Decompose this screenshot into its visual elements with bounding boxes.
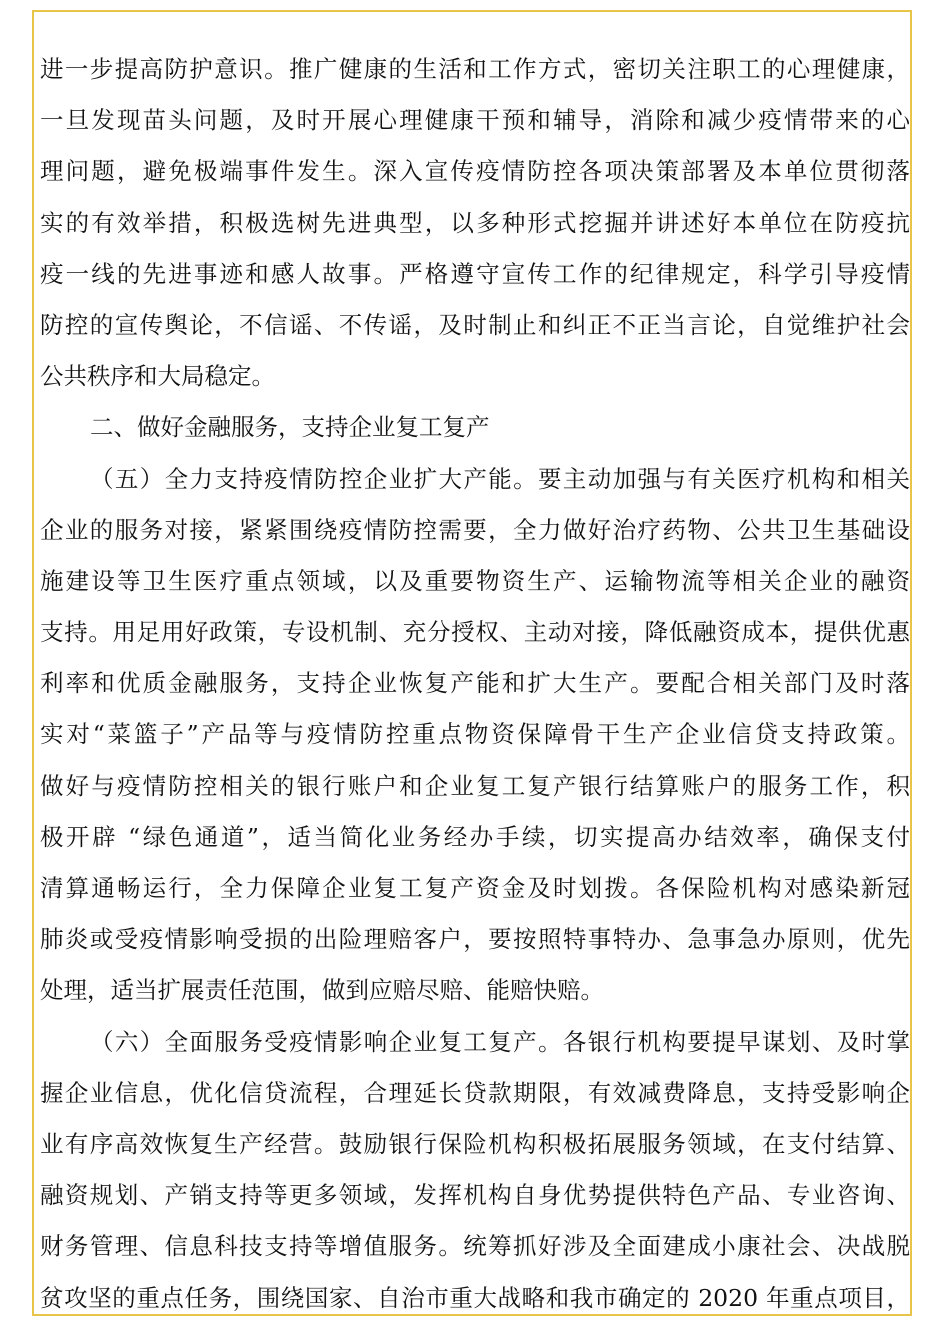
text-line: 施建设等卫生医疗重点领域，以及重要物资生产、运输物流等相关企业的融资 — [40, 566, 910, 595]
text-line: 利率和优质金融服务，支持企业恢复产能和扩大生产。要配合相关部门及时落 — [40, 669, 910, 698]
text-line: 融资规划、产销支持等更多领域，发挥机构自身优势提供特色产品、专业咨询、 — [40, 1181, 910, 1210]
section-heading: 二、做好金融服务，支持企业复工复产 — [90, 413, 490, 442]
text-line: 财务管理、信息科技支持等增值服务。统筹抓好涉及全面建成小康社会、决战脱 — [40, 1232, 910, 1261]
text-line: 一旦发现苗头问题，及时开展心理健康干预和辅导，消除和减少疫情带来的心 — [40, 106, 910, 135]
text-line: 极开辟 “绿色通道”，适当简化业务经办手续，切实提高办结效率，确保支付 — [40, 822, 910, 851]
text-line: 实的有效举措，积极选树先进典型，以多种形式挖掘并讲述好本单位在防疫抗 — [40, 208, 910, 237]
text-line: 防控的宣传舆论，不信谣、不传谣，及时制止和纠正不正当言论，自觉维护社会 — [40, 310, 910, 339]
text-line: 做好与疫情防控相关的银行账户和企业复工复产银行结算账户的服务工作，积 — [40, 771, 910, 800]
text-line: 实对“菜篮子”产品等与疫情防控重点物资保障骨干生产企业信贷支持政策。 — [40, 720, 910, 749]
text-line: 业有序高效恢复生产经营。鼓励银行保险机构积极拓展服务领域，在支付结算、 — [40, 1129, 910, 1158]
text-line: 疫一线的先进事迹和感人故事。严格遵守宣传工作的纪律规定，科学引导疫情 — [40, 259, 910, 288]
text-line: 贫攻坚的重点任务，围绕国家、自治市重大战略和我市确定的 2020 年重点项目， — [40, 1283, 910, 1312]
text-line: 握企业信息，优化信贷流程，合理延长贷款期限，有效减费降息，支持受影响企 — [40, 1078, 910, 1107]
text-line: 肺炎或受疫情影响受损的出险理赔客户，要按照特事特办、急事急办原则，优先 — [40, 925, 910, 954]
document-body — [40, 52, 910, 1332]
text-line: 公共秩序和大局稳定。 — [40, 362, 275, 391]
text-line: 理问题，避免极端事件发生。深入宣传疫情防控各项决策部署及本单位贯彻落 — [40, 157, 910, 186]
text-line: 清算通畅运行，全力保障企业复工复产资金及时划拨。各保险机构对感染新冠 — [40, 874, 910, 902]
text-line: 企业的服务对接，紧紧围绕疫情防控需要，全力做好治疗药物、公共卫生基础设 — [40, 515, 910, 544]
text-line: （六）全面服务受疫情影响企业复工复产。各银行机构要提早谋划、及时掌 — [90, 1027, 910, 1056]
text-line: （五）全力支持疫情防控企业扩大产能。要主动加强与有关医疗机构和相关 — [90, 464, 910, 493]
text-line: 支持。用足用好政策，专设机制、充分授权、主动对接，降低融资成本，提供优惠 — [40, 618, 910, 647]
text-line: 进一步提高防护意识。推广健康的生活和工作方式，密切关注职工的心理健康， — [40, 55, 910, 83]
text-line: 处理，适当扩展责任范围，做到应赔尽赔、能赔快赔。 — [40, 976, 604, 1005]
